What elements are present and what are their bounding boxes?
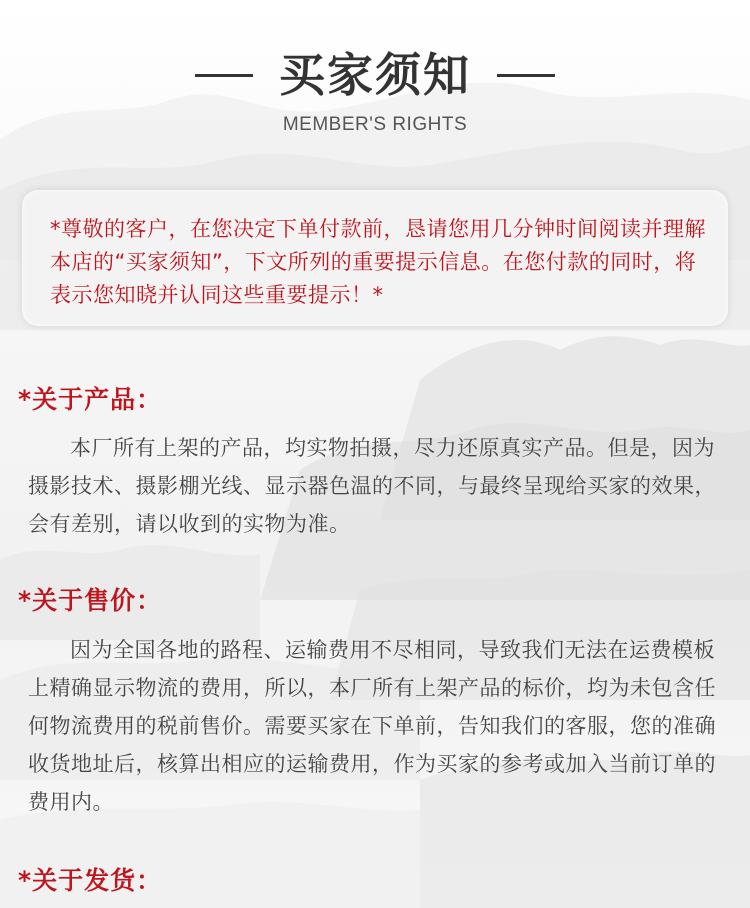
section-body-product: 本厂所有上架的产品，均实物拍摄，尽力还原真实产品。但是，因为摄影技术、摄影棚光线、显示器色温的不同，与最终呈现给买家的效果，会有差别，请以收到的实物为准。 [28, 436, 716, 536]
section-title-price: *关于售价： [18, 586, 163, 615]
section-title-shipping: *关于发货： [18, 866, 163, 895]
notice-box [22, 190, 728, 326]
page-title: 买家须知 [279, 48, 471, 102]
notice-text: *尊敬的客户，在您决定下单付款前，恳请您用几分钟时间阅读并理解本店的“买家须知”，下文所列的重要提示信息。在您付款的同时，将表示您知晓并认同这些重要提示！* [50, 217, 706, 307]
page-subtitle: MEMBER'S RIGHTS [282, 114, 468, 135]
title-row [0, 40, 750, 110]
title-left-dash [195, 74, 253, 77]
title-right-dash [497, 74, 555, 77]
section-title-product: *关于产品： [18, 385, 163, 414]
section-body-price: 因为全国各地的路程、运输费用不尽相同，导致我们无法在运费模板上精确显示物流的费用，所以，本厂所有上架产品的标价，均为未包含任何物流费用的税前售价。需要买家在下单前，告知我们的客服，您的准确收货地址后，核算出相应的运输费用，作为买家的参考或加入当前订单的费用内。 [28, 638, 716, 814]
page-header [0, 40, 750, 136]
